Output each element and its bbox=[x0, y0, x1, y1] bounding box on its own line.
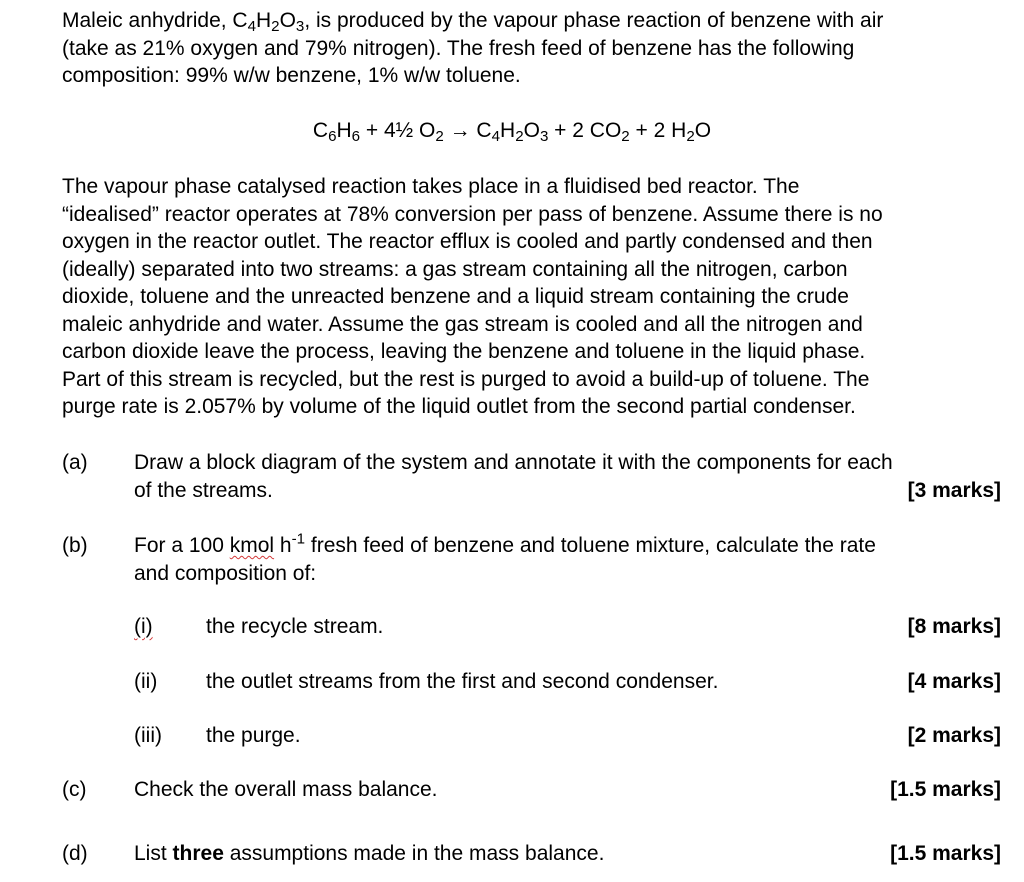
eq-part: + 4½ O bbox=[360, 119, 436, 142]
question-c-text: Check the overall mass balance. bbox=[134, 778, 438, 801]
question-a-line-2: of the streams. bbox=[134, 478, 273, 502]
question-b-line-2: and composition of: bbox=[134, 561, 317, 585]
question-d-bold-word: three bbox=[172, 842, 224, 865]
paragraph-line: purge rate is 2.057% by volume of the liquid outlet from the second partial condenser. bbox=[62, 395, 856, 418]
subquestion-i-marks: [8 marks] bbox=[907, 615, 1001, 638]
subscript: 3 bbox=[295, 17, 305, 35]
eq-part: + 2 H bbox=[629, 119, 687, 142]
eq-part: C bbox=[312, 119, 329, 142]
intro-text: O bbox=[279, 9, 296, 32]
question-d-label: (d) bbox=[62, 842, 88, 865]
intro-paragraph bbox=[62, 7, 883, 90]
question-b-part: fresh feed of benzene and toluene mixture, calculate the rate bbox=[305, 534, 876, 557]
intro-text: H bbox=[256, 9, 272, 32]
subquestion-iii-text: the purge. bbox=[206, 724, 301, 747]
question-a-label: (a) bbox=[62, 451, 88, 474]
question-b-line-1 bbox=[134, 532, 876, 560]
subquestion-i-label-text: (i) bbox=[134, 615, 153, 638]
question-a-marks: [3 marks] bbox=[907, 478, 1001, 502]
eq-part: O bbox=[523, 119, 540, 142]
reaction-equation bbox=[0, 117, 1024, 145]
question-b-label: (b) bbox=[62, 534, 88, 557]
subquestion-ii-text: the outlet streams from the first and second condenser. bbox=[206, 670, 719, 693]
question-d-text bbox=[134, 840, 604, 868]
paragraph-line: The vapour phase catalysed reaction takes place in a fluidised bed reactor. The bbox=[62, 175, 800, 198]
eq-sub: 3 bbox=[539, 127, 549, 145]
spellcheck-underlined-word: kmol bbox=[229, 534, 275, 557]
subquestion-i-label bbox=[134, 613, 153, 641]
question-d-part: assumptions made in the mass balance. bbox=[223, 842, 605, 865]
question-c-marks: [1.5 marks] bbox=[890, 778, 1001, 801]
question-a-line-1: Draw a block diagram of the system and annotate it with the components for each bbox=[134, 451, 893, 474]
superscript: -1 bbox=[291, 530, 306, 548]
eq-sub: 6 bbox=[328, 127, 337, 145]
subquestion-i-text: the recycle stream. bbox=[206, 615, 384, 638]
intro-text: , is produced by the vapour phase reaction of benzene with air bbox=[304, 9, 884, 32]
intro-line-3: composition: 99% w/w benzene, 1% w/w toluene. bbox=[62, 64, 521, 87]
subquestion-iii-marks: [2 marks] bbox=[907, 724, 1001, 747]
question-a-text bbox=[134, 449, 893, 504]
subquestion-ii-marks: [4 marks] bbox=[907, 670, 1001, 693]
eq-sub: 2 bbox=[686, 127, 695, 145]
eq-part: + 2 CO bbox=[548, 119, 622, 142]
eq-part: O bbox=[694, 119, 712, 142]
eq-sub: 2 bbox=[515, 127, 524, 145]
paragraph-line: “idealised” reactor operates at 78% conversion per pass of benzene. Assume there is no bbox=[62, 202, 883, 226]
eq-sub: 6 bbox=[351, 127, 361, 145]
eq-sub: 2 bbox=[621, 127, 630, 145]
eq-part: H bbox=[336, 119, 352, 142]
eq-part: H bbox=[500, 119, 516, 142]
paragraph-line: dioxide, toluene and the unreacted benzene and a liquid stream containing the crude bbox=[62, 285, 849, 308]
eq-sub: 4 bbox=[491, 127, 501, 145]
question-d-marks: [1.5 marks] bbox=[890, 842, 1001, 865]
subquestion-ii-label: (ii) bbox=[134, 670, 158, 693]
subscript: 2 bbox=[271, 17, 280, 35]
subquestion-iii-label: (iii) bbox=[134, 724, 162, 747]
subscript: 4 bbox=[247, 17, 256, 35]
eq-sub: 2 bbox=[435, 127, 444, 145]
question-b-text bbox=[134, 532, 876, 587]
intro-line-1 bbox=[62, 7, 883, 35]
intro-text: Maleic anhydride, C bbox=[62, 9, 248, 32]
eq-part: → C bbox=[443, 119, 492, 142]
paragraph-line: carbon dioxide leave the process, leaving the benzene and toluene in the liquid phase. bbox=[62, 340, 866, 363]
paragraph-line: Part of this stream is recycled, but the rest is purged to avoid a build-up of toluene. The bbox=[62, 367, 870, 391]
paragraph-line: maleic anhydride and water. Assume the gas stream is cooled and all the nitrogen and bbox=[62, 312, 863, 336]
paragraph-line: (ideally) separated into two streams: a gas stream containing all the nitrogen, carbon bbox=[62, 257, 848, 281]
question-d-part: List bbox=[134, 842, 173, 865]
question-b-part: For a 100 bbox=[134, 534, 230, 557]
question-b-part: h bbox=[274, 534, 292, 557]
paragraph-line: oxygen in the reactor outlet. The reactor efflux is cooled and partly condensed and then bbox=[62, 230, 873, 253]
process-description bbox=[62, 173, 883, 421]
question-c-label: (c) bbox=[62, 778, 87, 801]
intro-line-2: (take as 21% oxygen and 79% nitrogen). The fresh feed of benzene has the following bbox=[62, 36, 855, 60]
